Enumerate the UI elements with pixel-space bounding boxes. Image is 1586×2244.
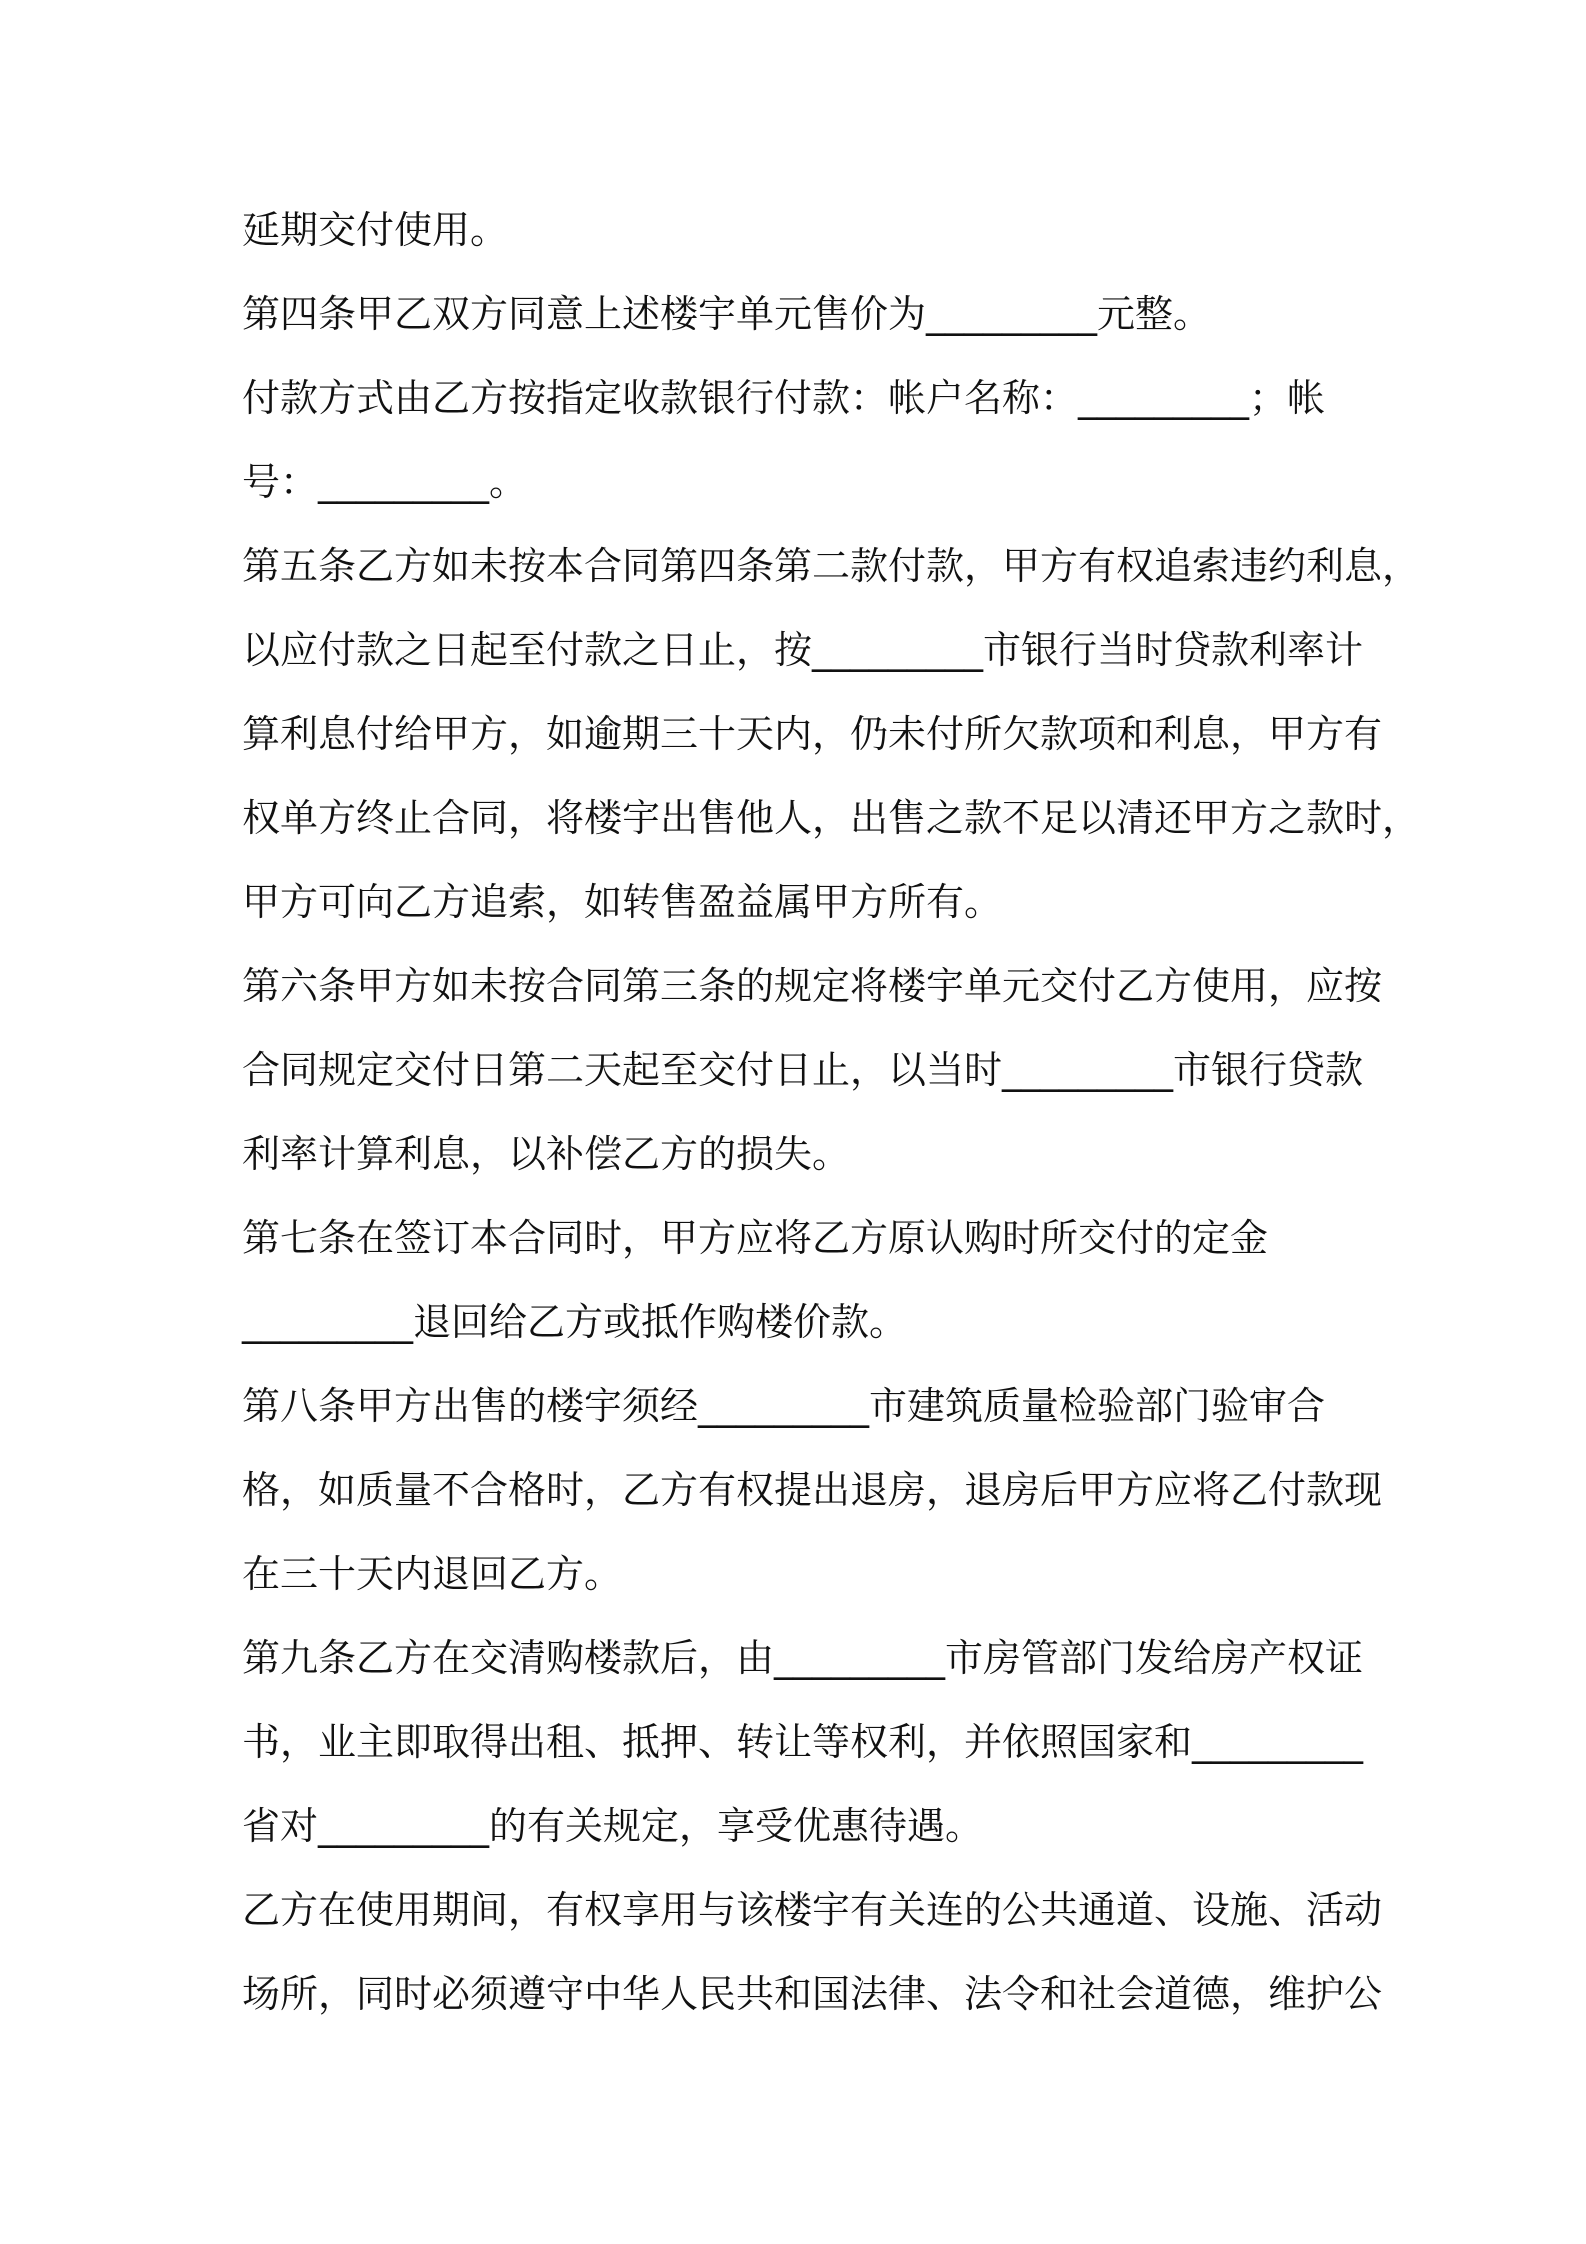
text-line: 合同规定交付日第二天起至交付日止，以当时_________市银行贷款 — [242, 1048, 1364, 1092]
text-line: 格，如质量不合格时，乙方有权提出退房，退房后甲方应将乙付款现 — [242, 1468, 1383, 1512]
text-line: 第六条甲方如未按合同第三条的规定将楼宇单元交付乙方使用，应按 — [242, 964, 1383, 1008]
text-line: 在三十天内退回乙方。 — [242, 1552, 623, 1596]
text-line: 付款方式由乙方按指定收款银行付款：帐户名称：_________；帐 — [242, 376, 1326, 420]
text-line: 第五条乙方如未按本合同第四条第二款付款，甲方有权追索违约利息， — [242, 544, 1421, 588]
text-line: 场所，同时必须遵守中华人民共和国法律、法令和社会道德，维护公 — [242, 1972, 1383, 2016]
text-line: 延期交付使用。 — [242, 208, 509, 252]
text-line: 第九条乙方在交清购楼款后，由_________市房管部门发给房产权证 — [242, 1636, 1364, 1680]
text-line: 以应付款之日起至付款之日止，按_________市银行当时贷款利率计 — [242, 628, 1364, 672]
text-line: 算利息付给甲方，如逾期三十天内，仍未付所欠款项和利息，甲方有 — [242, 712, 1383, 756]
text-line: 省对_________的有关规定，享受优惠待遇。 — [242, 1804, 984, 1848]
text-line: 第七条在签订本合同时，甲方应将乙方原认购时所交付的定金 — [242, 1216, 1269, 1260]
text-line: 权单方终止合同，将楼宇出售他人，出售之款不足以清还甲方之款时， — [242, 796, 1421, 840]
text-line: 号：_________。 — [242, 460, 528, 504]
text-line: 利率计算利息，以补偿乙方的损失。 — [242, 1132, 851, 1176]
text-line: 乙方在使用期间，有权享用与该楼宇有关连的公共通道、设施、活动 — [242, 1888, 1383, 1932]
text-line: 第四条甲乙双方同意上述楼宇单元售价为_________元整。 — [242, 292, 1212, 336]
text-line: 书，业主即取得出租、抵押、转让等权利，并依照国家和_________ — [242, 1720, 1364, 1764]
document-body — [242, 188, 1421, 2036]
text-line: 第八条甲方出售的楼宇须经_________市建筑质量检验部门验审合 — [242, 1384, 1326, 1428]
text-line: _________退回给乙方或抵作购楼价款。 — [242, 1300, 908, 1344]
text-line: 甲方可向乙方追索，如转售盈益属甲方所有。 — [242, 880, 1003, 924]
